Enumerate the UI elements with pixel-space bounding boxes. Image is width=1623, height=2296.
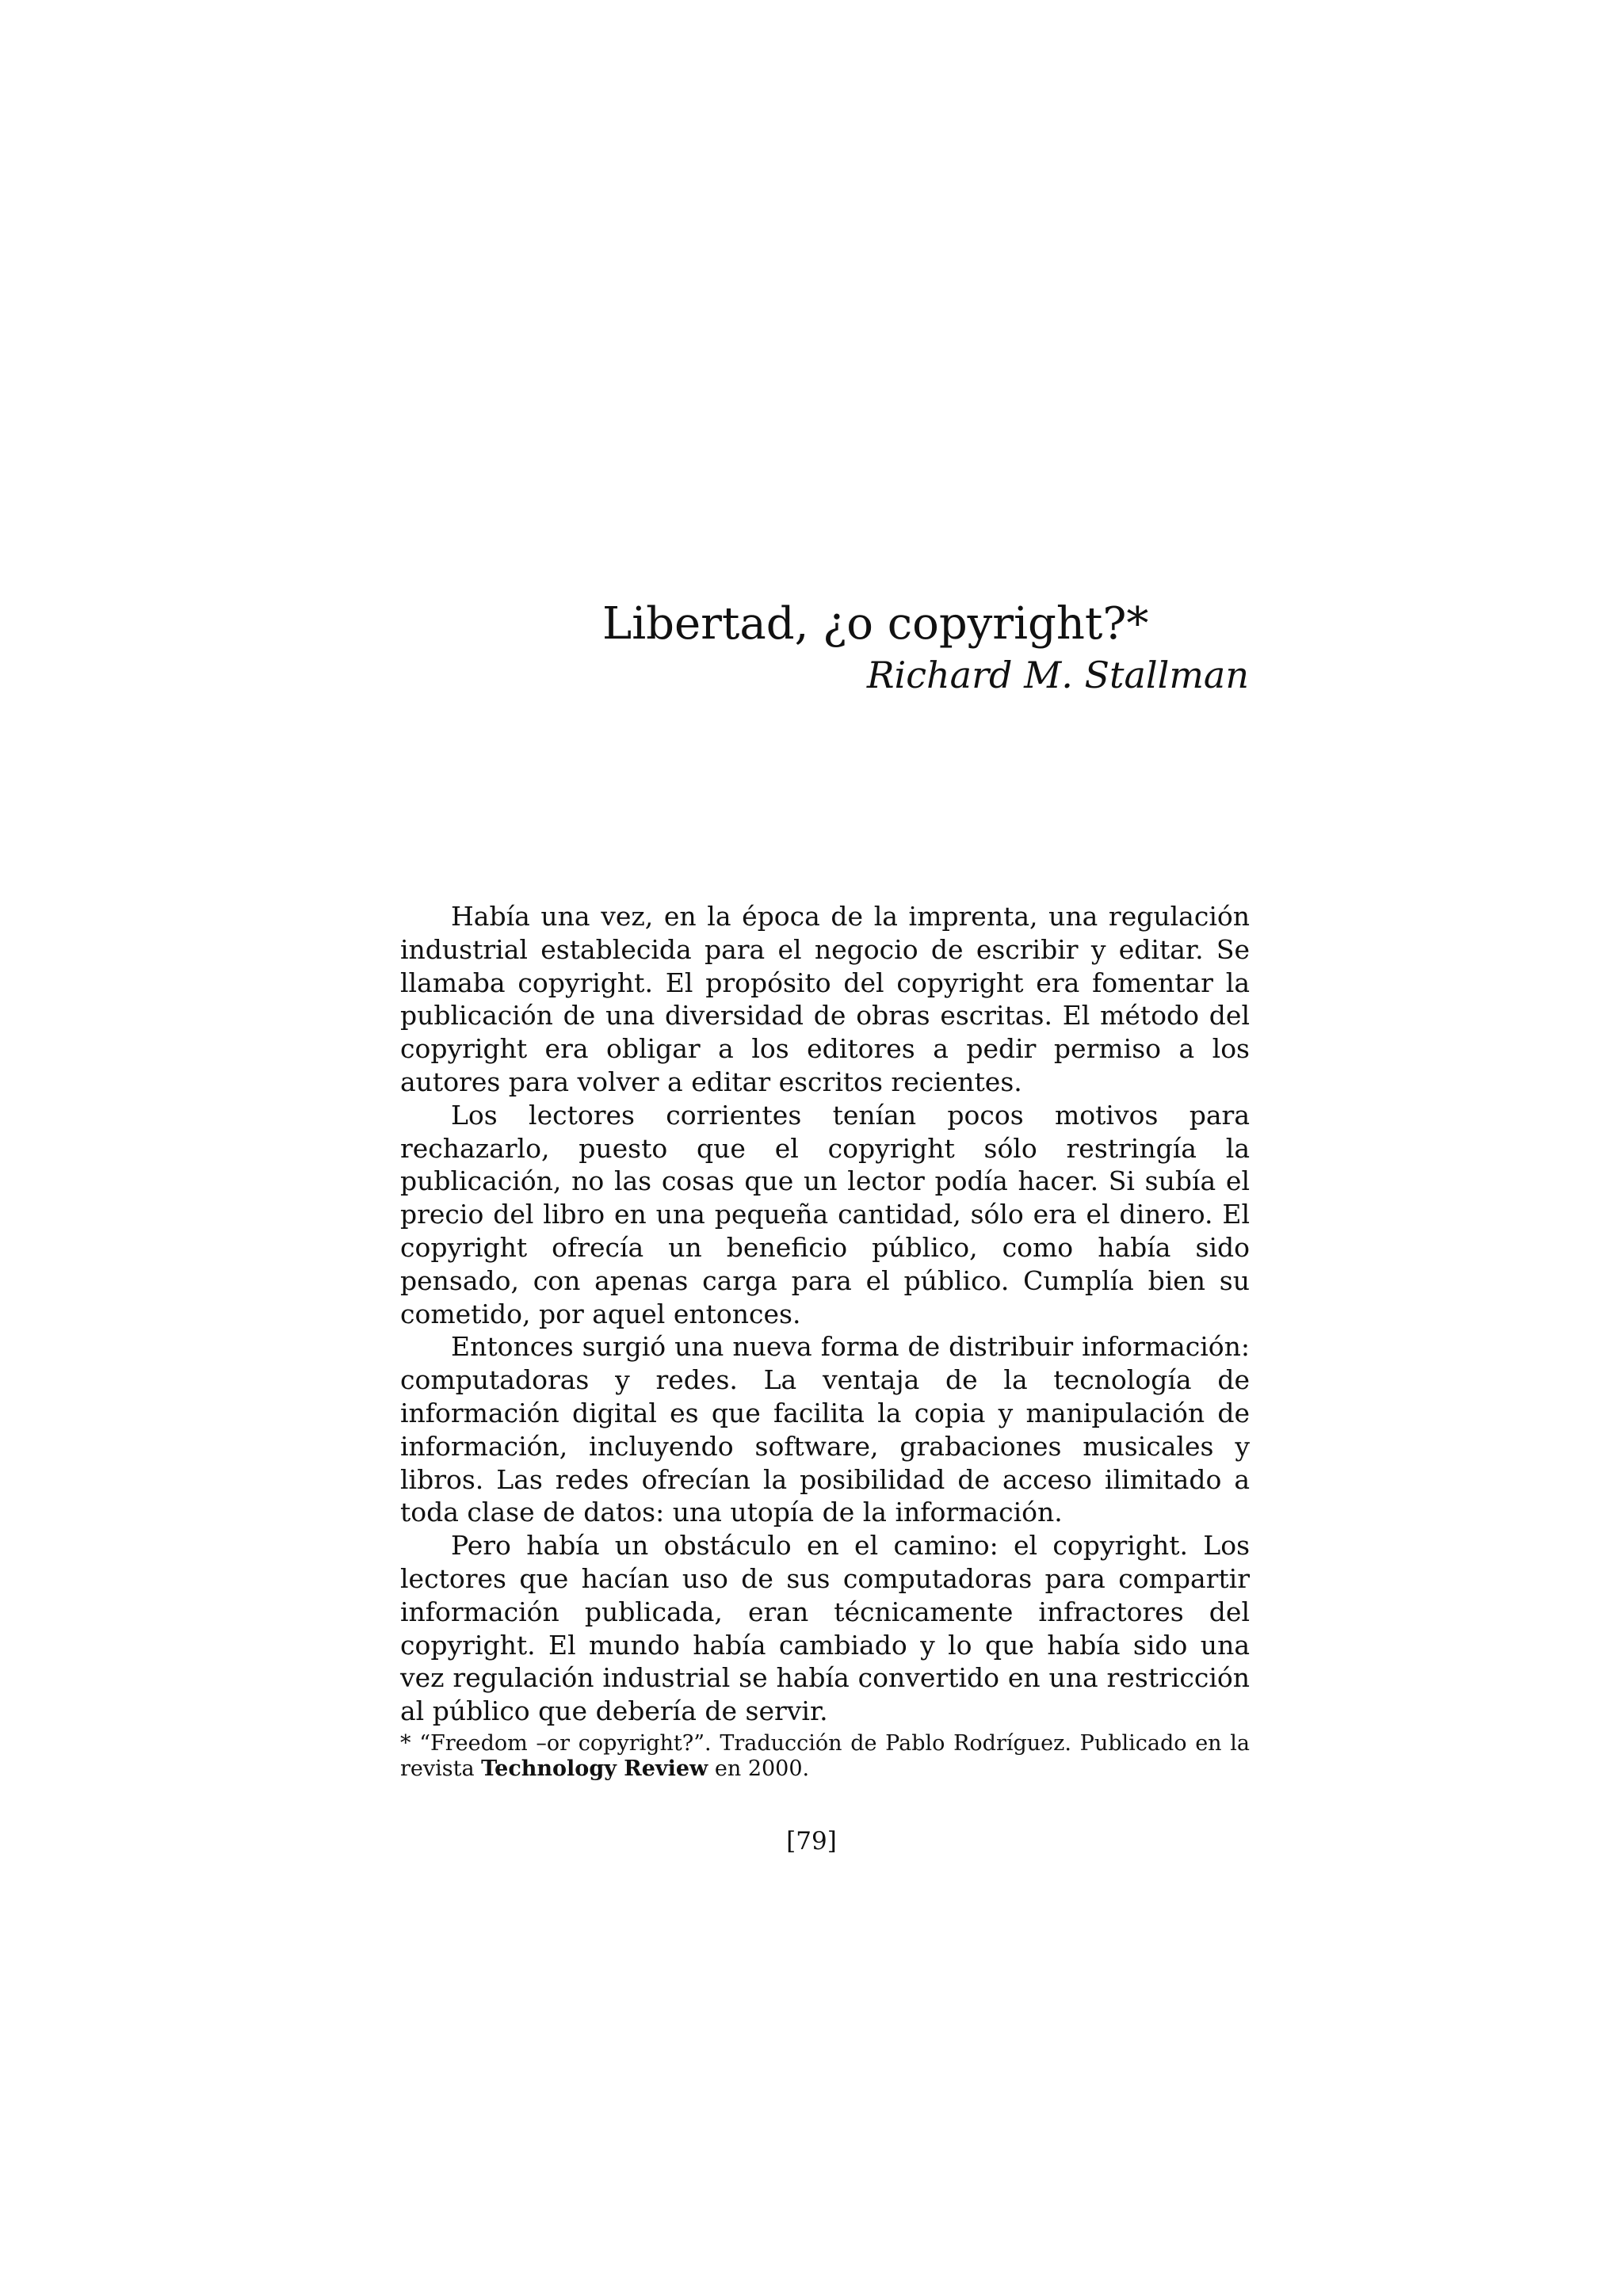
footnote-journal: Technology Review bbox=[481, 1756, 708, 1781]
body-paragraph: Los lectores corrientes tenían pocos motivos para rechazarlo, puesto que el copyright sólo restringía la publicación, no las cosas que un lector podía hacer. Si subía el precio del libro en una pequeña cantidad, sólo era el dinero. El copyright ofrecía un beneficio público, como había sido pensado, con apenas carga para el público. Cumplía bien su cometido, por aquel entonces. bbox=[400, 1099, 1250, 1329]
body-paragraph: Había una vez, en la época de la imprenta, una regulación industrial establecida para el negocio de escribir y editar. Se llamaba copyright. El propósito del copyright era fomentar la publicación de una diversidad de obras escritas. El método del copyright era obligar a los editores a pedir permiso a los autores para volver a editar escritos recientes. bbox=[400, 901, 1250, 1097]
footnote-text-end: en 2000. bbox=[708, 1756, 810, 1781]
article-body bbox=[400, 900, 1250, 1728]
page-number: [79] bbox=[786, 1827, 837, 1855]
article-title: Libertad, ¿o copyright?* bbox=[602, 598, 1149, 650]
body-paragraph: Entonces surgió una nueva forma de distribuir información: computadoras y redes. La ventaja de la tecnología de información digital es que facilita la copia y manipulación de información, incluyendo software, grabaciones musicales y libros. Las redes ofrecían la posibilidad de acceso ilimitado a toda clase de datos: una utopía de la información. bbox=[400, 1331, 1250, 1528]
article-author: Richard M. Stallman bbox=[866, 654, 1249, 696]
footnote bbox=[400, 1731, 1250, 1782]
footnote-text: * “Freedom –or copyright?”. Traducción de Pablo Rodríguez. Publicado en la revista bbox=[400, 1731, 1250, 1781]
body-paragraph: Pero había un obstáculo en el camino: el copyright. Los lectores que hacían uso de sus computadoras para compartir información publicada, eran técnicamente infractores del copyright. El mundo había cambiado y lo que había sido una vez regulación industrial se había convertido en una restricción al público que debería de servir. bbox=[400, 1530, 1250, 1727]
